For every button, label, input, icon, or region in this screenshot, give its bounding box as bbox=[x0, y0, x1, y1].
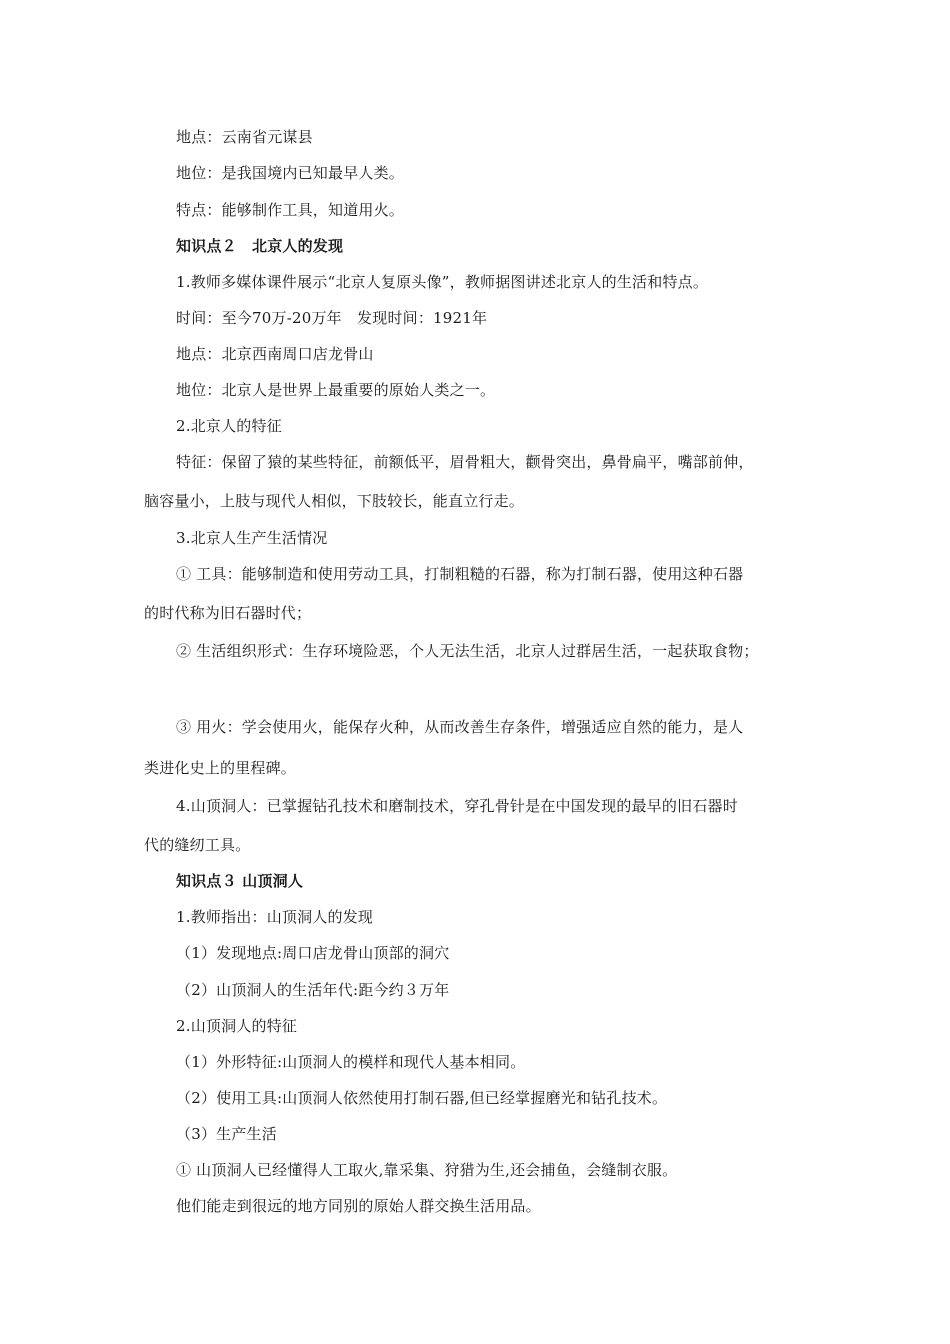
upper-cave-summary-line1: 4.山顶洞人：已掌握钻孔技术和磨制技术，穿孔骨针是在中国发现的最早的旧石器时 bbox=[176, 797, 738, 815]
peking-fire-line2: 类进化史上的里程碑。 bbox=[144, 759, 297, 777]
peking-fire-line1: ③ 用火：学会使用火，能保存火种，从而改善生存条件，增强适应自然的能力，是人 bbox=[176, 718, 744, 736]
peking-traits-line1: 特征：保留了猿的某些特征，前额低平，眉骨粗大，颧骨突出，鼻骨扁平，嘴部前伸， bbox=[176, 453, 754, 471]
upper-cave-life-title: （3）生产生活 bbox=[176, 1125, 277, 1143]
peking-organization: ② 生活组织形式：生存环境险恶，个人无法生活，北京人过群居生活，一起获取食物； bbox=[176, 642, 759, 660]
peking-place: 地点：北京西南周口店龙骨山 bbox=[176, 345, 374, 363]
upper-cave-traits-title: 2.山顶洞人的特征 bbox=[176, 1017, 298, 1035]
paragraph-courseware: 1.教师多媒体课件展示“北京人复原头像”，教师据图讲述北京人的生活和特点。 bbox=[176, 273, 709, 291]
upper-cave-discovery-title: 1.教师指出：山顶洞人的发现 bbox=[176, 908, 374, 926]
upper-cave-life-1: ① 山顶洞人已经懂得人工取火,靠采集、狩猎为生,还会捕鱼，会缝制衣服。 bbox=[176, 1161, 678, 1179]
peking-life-title: 3.北京人生产生活情况 bbox=[176, 529, 328, 547]
yuanmou-features: 特点：能够制作工具，知道用火。 bbox=[176, 201, 405, 219]
peking-traits-line2: 脑容量小，上肢与现代人相似，下肢较长，能直立行走。 bbox=[144, 492, 525, 510]
peking-tools-line2: 的时代称为旧石器时代； bbox=[144, 604, 312, 622]
peking-time: 时间：至今70万-20万年 发现时间：1921年 bbox=[176, 309, 488, 327]
upper-cave-life-2: 他们能走到很远的地方同别的原始人群交换生活用品。 bbox=[176, 1197, 541, 1215]
yuanmou-status: 地位：是我国境内已知最早人类。 bbox=[176, 164, 405, 182]
upper-cave-summary-line2: 代的缝纫工具。 bbox=[144, 836, 251, 854]
upper-cave-appearance: （1）外形特征:山顶洞人的模样和现代人基本相同。 bbox=[176, 1053, 526, 1071]
peking-status: 地位：北京人是世界上最重要的原始人类之一。 bbox=[176, 381, 496, 399]
peking-traits-title: 2.北京人的特征 bbox=[176, 417, 282, 435]
upper-cave-era: （2）山顶洞人的生活年代:距今约３万年 bbox=[176, 981, 450, 999]
section-heading-upper-cave: 知识点３ 山顶洞人 bbox=[176, 872, 304, 890]
upper-cave-tools: （2）使用工具:山顶洞人依然使用打制石器,但已经掌握磨光和钻孔技术。 bbox=[176, 1089, 668, 1107]
upper-cave-site: （1）发现地点:周口店龙骨山顶部的洞穴 bbox=[176, 944, 450, 962]
peking-tools-line1: ① 工具：能够制造和使用劳动工具，打制粗糙的石器，称为打制石器，使用这种石器 bbox=[176, 565, 744, 583]
section-heading-peking-man: 知识点２ 北京人的发现 bbox=[176, 237, 344, 255]
yuanmou-place: 地点：云南省元谋县 bbox=[176, 128, 313, 146]
